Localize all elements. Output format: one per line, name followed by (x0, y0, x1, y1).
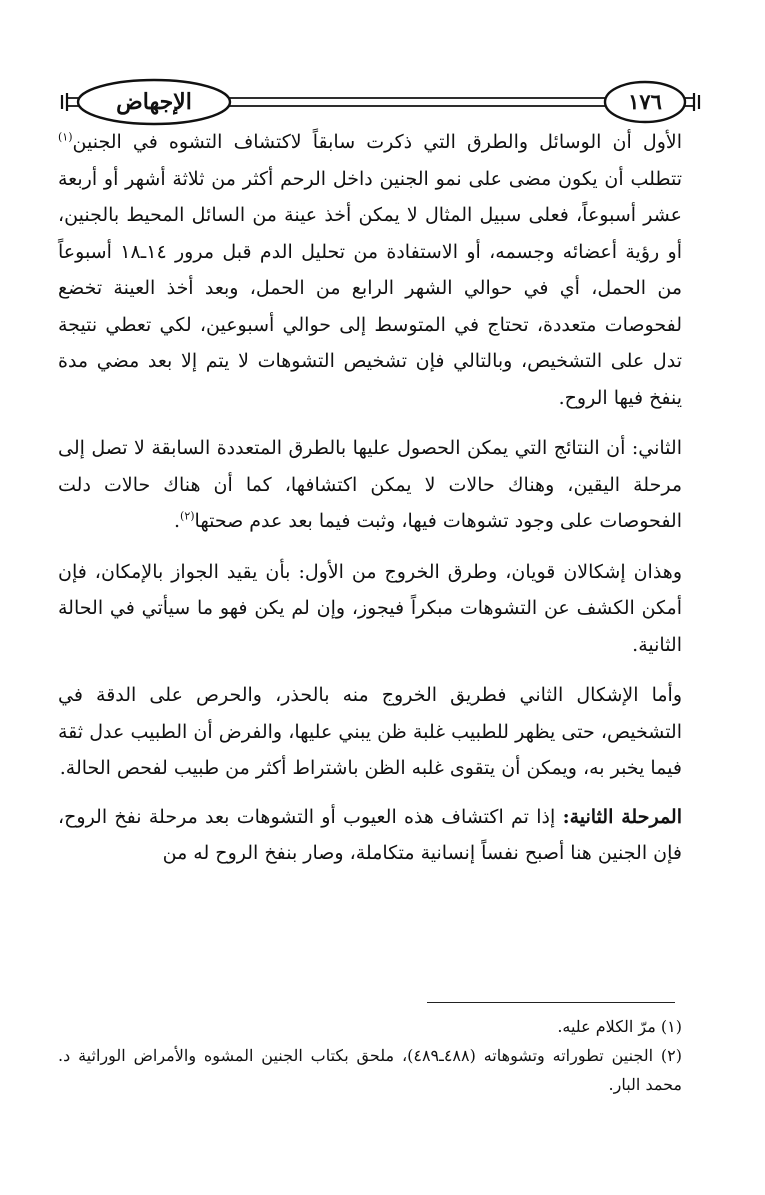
running-title: الإجهاض (116, 89, 192, 115)
paragraph (58, 124, 682, 416)
footnote-separator (427, 1002, 675, 1003)
footnotes (58, 1012, 682, 1099)
main-text (58, 124, 682, 884)
paragraph-text: إذا تم اكتشاف هذه العيوب أو التشوهات بعد مرحلة نفخ الروح، فإن الجنين هنا أصبح نفساً إنسانية متكاملة، وصار بنفخ الروح له من (58, 805, 682, 864)
paragraph-tail: . (173, 510, 181, 532)
paragraph (58, 799, 682, 872)
footnote-ref: (٢) (180, 509, 195, 523)
paragraph-lead: الأول أن الوسائل والطرق التي ذكرت سابقاً لاكتشاف التشوه في الجنين (72, 131, 682, 153)
section-label: المرحلة الثانية: (562, 805, 682, 828)
paragraph: وهذان إشكالان قويان، وطرق الخروج من الأول: بأن يقيد الجواز بالإمكان، فإن أمكن الكشف عن التشوهات مبكراً فيجوز، وإن لم يكن فهو ما سيأتي في الحالة الثانية. (58, 560, 682, 656)
page-number: ١٧٦ (628, 89, 662, 114)
paragraph: وأما الإشكال الثاني فطريق الخروج منه بالحذر، والحرص على الدقة في التشخيص، حتى يظهر للطبيب غلبة ظن يبني عليها، والفرض أن الطبيب عدل ثقة فيما يخبر به، ويمكن أن يتقوى غلبه الظن باشتراط أكثر من طبيب لفحص الحالة. (58, 684, 682, 779)
footnote-ref: (١) (58, 130, 73, 144)
paragraph-text: تتطلب أن يكون مضى على نمو الجنين داخل الرحم أكثر من ثلاثة أشهر أو أربعة عشر أسبوعاً، فعلى سبيل المثال لا يمكن أخذ عينة من السائل المحيط بالجنين، أو رؤية أعضائه وجسمه، أو الاستفادة من تحليل الدم قبل مرور ١٤ـ١٨ أسبوعاً من الحمل، أي في حوالي الشهر الرابع من الحمل، وبعد أخذ العينة تخضع لفحوصات متعددة، تحتاج في المتوسط إلى حوالي أسبوعين، لكي تعطي نتيجة تدل على التشخيص، وبالتالي فإن تشخيص التشوهات لا يتم إلا بعد مضي مدة ينفخ فيها الروح. (58, 167, 682, 409)
running-header (0, 0, 765, 130)
footnote: (١) مرّ الكلام عليه. (557, 1017, 682, 1036)
paragraph-text: الثاني: أن النتائج التي يمكن الحصول عليها بالطرق المتعددة السابقة لا تصل إلى مرحلة اليقين، وهناك حالات لا يمكن اكتشافها، كما أن هناك حالات دلت الفحوصات على وجود تشوهات فيها، وثبت فيما بعد عدم صحتها (58, 437, 682, 532)
footnote: (٢) الجنين تطوراته وتشوهاته (٤٨٨ـ٤٨٩)، ملحق بكتاب الجنين المشوه والأمراض الوراثية د. محمد البار. (58, 1046, 682, 1094)
paragraph (58, 430, 682, 540)
